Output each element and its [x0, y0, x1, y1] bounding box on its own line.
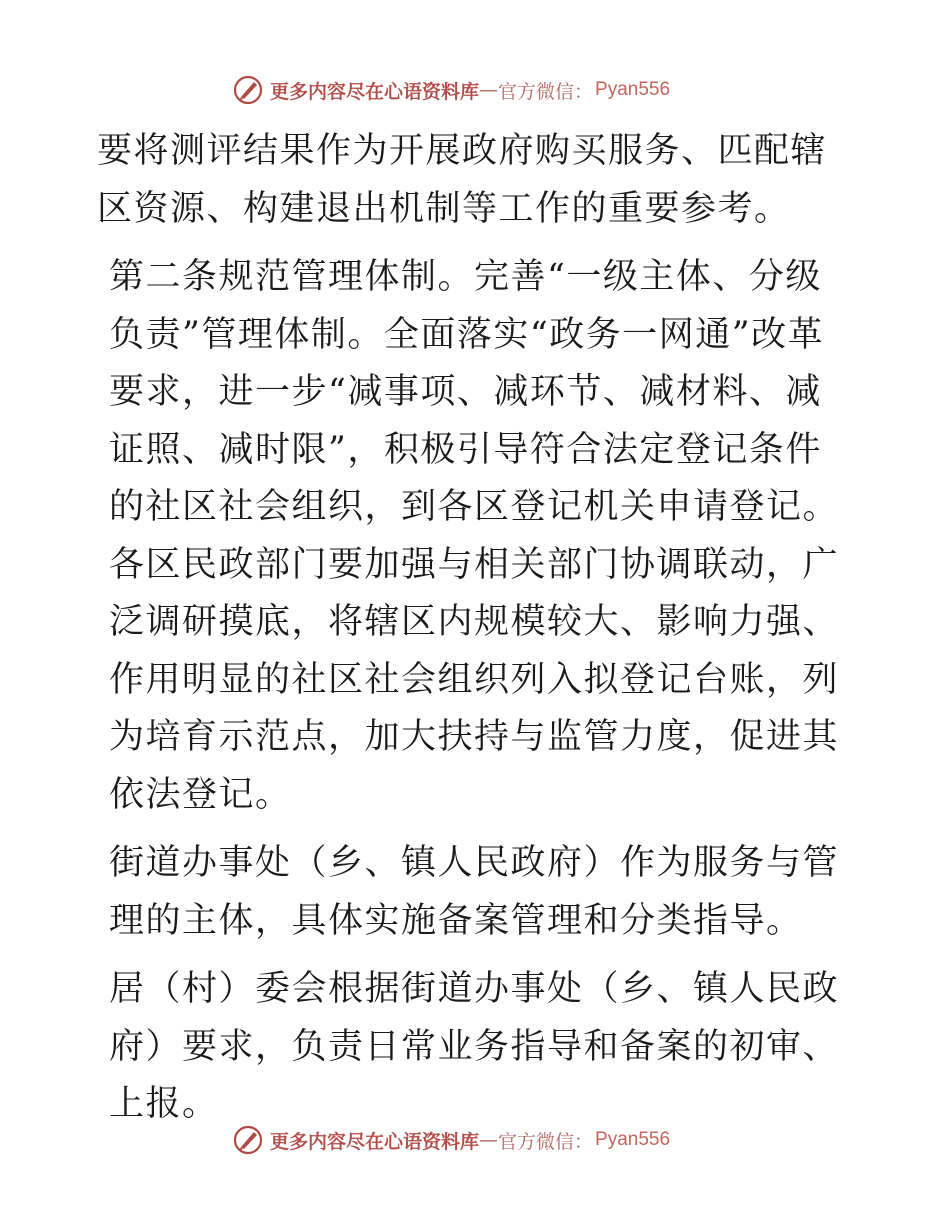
- banner-main-text: 更多内容尽在心语资料库: [270, 1130, 480, 1153]
- banner-dash: —: [479, 1129, 499, 1151]
- banner-label: 官方微信：: [498, 1130, 594, 1153]
- banner-dash: —: [479, 79, 499, 101]
- pen-logo-icon: [232, 74, 264, 106]
- header-watermark-banner: [232, 70, 670, 110]
- banner-main-text: 更多内容尽在心语资料库: [270, 80, 480, 103]
- pen-logo-icon: [232, 1124, 264, 1156]
- banner-wechat-id: Pyan556: [595, 79, 671, 100]
- footer-watermark-banner: [232, 1120, 670, 1160]
- paragraph-3: 街道办事处（乡、镇人民政府）作为服务与管理的主体，具体实施备案管理和分类指导。: [109, 843, 840, 941]
- paragraph-2: 第二条规范管理体制。完善“一级主体、分级负责”管理体制。全面落实“政务一网通”改革要求，进一步“减事项、减环节、减材料、减证照、减时限”，积极引导符合法定登记条件的社区社会组织，到各区登记机关申请登记。各区民政部门要加强与相关部门协调联动，广泛调研摸底，将辖区内规模较大、影响力强、作用明显的社区社会组织列入拟登记台账，列为培育示范点，加大扶持与监管力度，促进其依法登记。: [109, 257, 840, 815]
- paragraph-1: 要将测评结果作为开展政府购买服务、匹配辖区资源、构建退出机制等工作的重要参考。: [97, 131, 828, 229]
- banner-label: 官方微信：: [498, 80, 594, 103]
- paragraph-4: 居（村）委会根据街道办事处（乡、镇人民政府）要求，负责日常业务指导和备案的初审、上报。: [109, 969, 840, 1124]
- banner-wechat-id: Pyan556: [595, 1129, 671, 1150]
- document-body: [97, 123, 857, 1134]
